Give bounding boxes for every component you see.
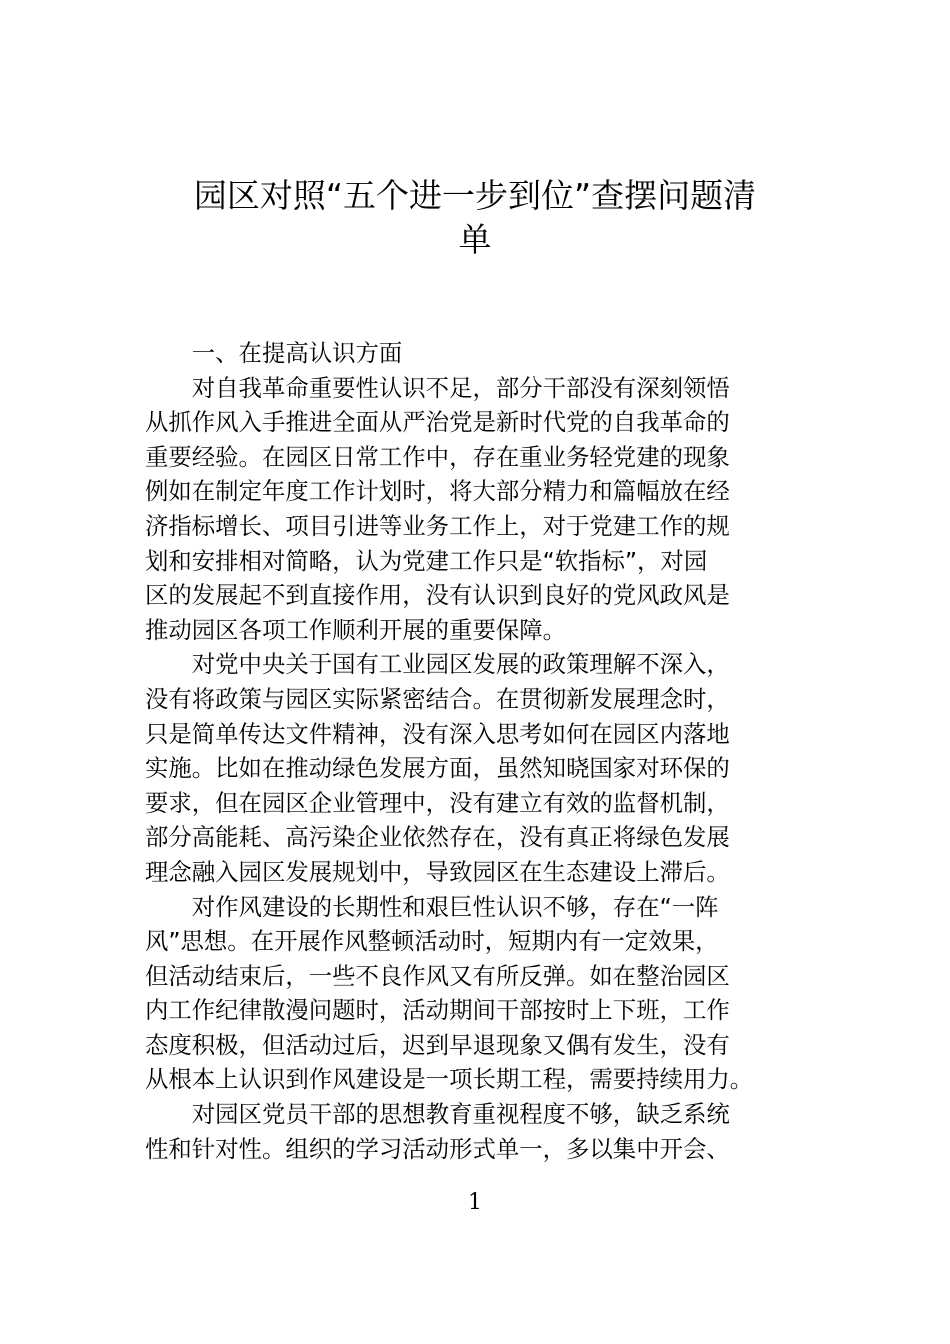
paragraph-line: 对自我革命重要性认识不足，部分干部没有深刻领悟	[145, 373, 730, 402]
paragraph-line: 区的发展起不到直接作用，没有认识到良好的党风政风是	[145, 581, 730, 610]
paragraph-line: 只是简单传达文件精神，没有深入思考如何在园区内落地	[145, 719, 730, 748]
paragraph-line: 要求，但在园区企业管理中，没有建立有效的监督机制，	[145, 788, 730, 817]
paragraph-line: 没有将政策与园区实际紧密结合。在贯彻新发展理念时，	[145, 684, 730, 713]
document-title-line-1: 园区对照“五个进一步到位”查摆问题清	[193, 176, 757, 215]
document-body	[145, 336, 805, 1166]
paragraph-line: 重要经验。在园区日常工作中，存在重业务轻党建的现象	[145, 442, 730, 471]
paragraph-line: 性和针对性。组织的学习活动形式单一，多以集中开会、	[145, 1134, 730, 1163]
paragraph-line: 例如在制定年度工作计划时，将大部分精力和篇幅放在经	[145, 477, 730, 506]
paragraph-line: 从根本上认识到作风建设是一项长期工程，需要持续用力。	[145, 1065, 754, 1094]
page-number: 1	[468, 1190, 482, 1215]
paragraph-line: 从抓作风入手推进全面从严治党是新时代党的自我革命的	[145, 408, 730, 437]
paragraph-line: 内工作纪律散漫问题时，活动期间干部按时上下班，工作	[145, 996, 730, 1025]
paragraph-line: 对党中央关于国有工业园区发展的政策理解不深入，	[145, 650, 730, 679]
paragraph-line: 划和安排相对简略，认为党建工作只是“软指标”，对园	[145, 546, 708, 575]
paragraph-line: 部分高能耗、高污染企业依然存在，没有真正将绿色发展	[145, 823, 730, 852]
paragraph-line: 推动园区各项工作顺利开展的重要保障。	[145, 615, 567, 644]
paragraph-line: 态度积极，但活动过后，迟到早退现象又偶有发生，没有	[145, 1030, 730, 1059]
paragraph-line: 但活动结束后，一些不良作风又有所反弹。如在整治园区	[145, 961, 730, 990]
paragraph-line: 实施。比如在推动绿色发展方面，虽然知晓国家对环保的	[145, 754, 730, 783]
paragraph-line: 济指标增长、项目引进等业务工作上，对于党建工作的规	[145, 511, 730, 540]
paragraph-line: 对园区党员干部的思想教育重视程度不够，缺乏系统	[145, 1100, 730, 1129]
paragraph-line: 理念融入园区发展规划中，导致园区在生态建设上滞后。	[145, 857, 730, 886]
section-heading: 一、在提高认识方面	[145, 339, 403, 367]
document-title-line-2: 单	[458, 220, 492, 259]
paragraph-line: 风”思想。在开展作风整顿活动时，短期内有一定效果，	[145, 927, 719, 956]
paragraph-line: 对作风建设的长期性和艰巨性认识不够，存在“一阵	[145, 892, 719, 921]
